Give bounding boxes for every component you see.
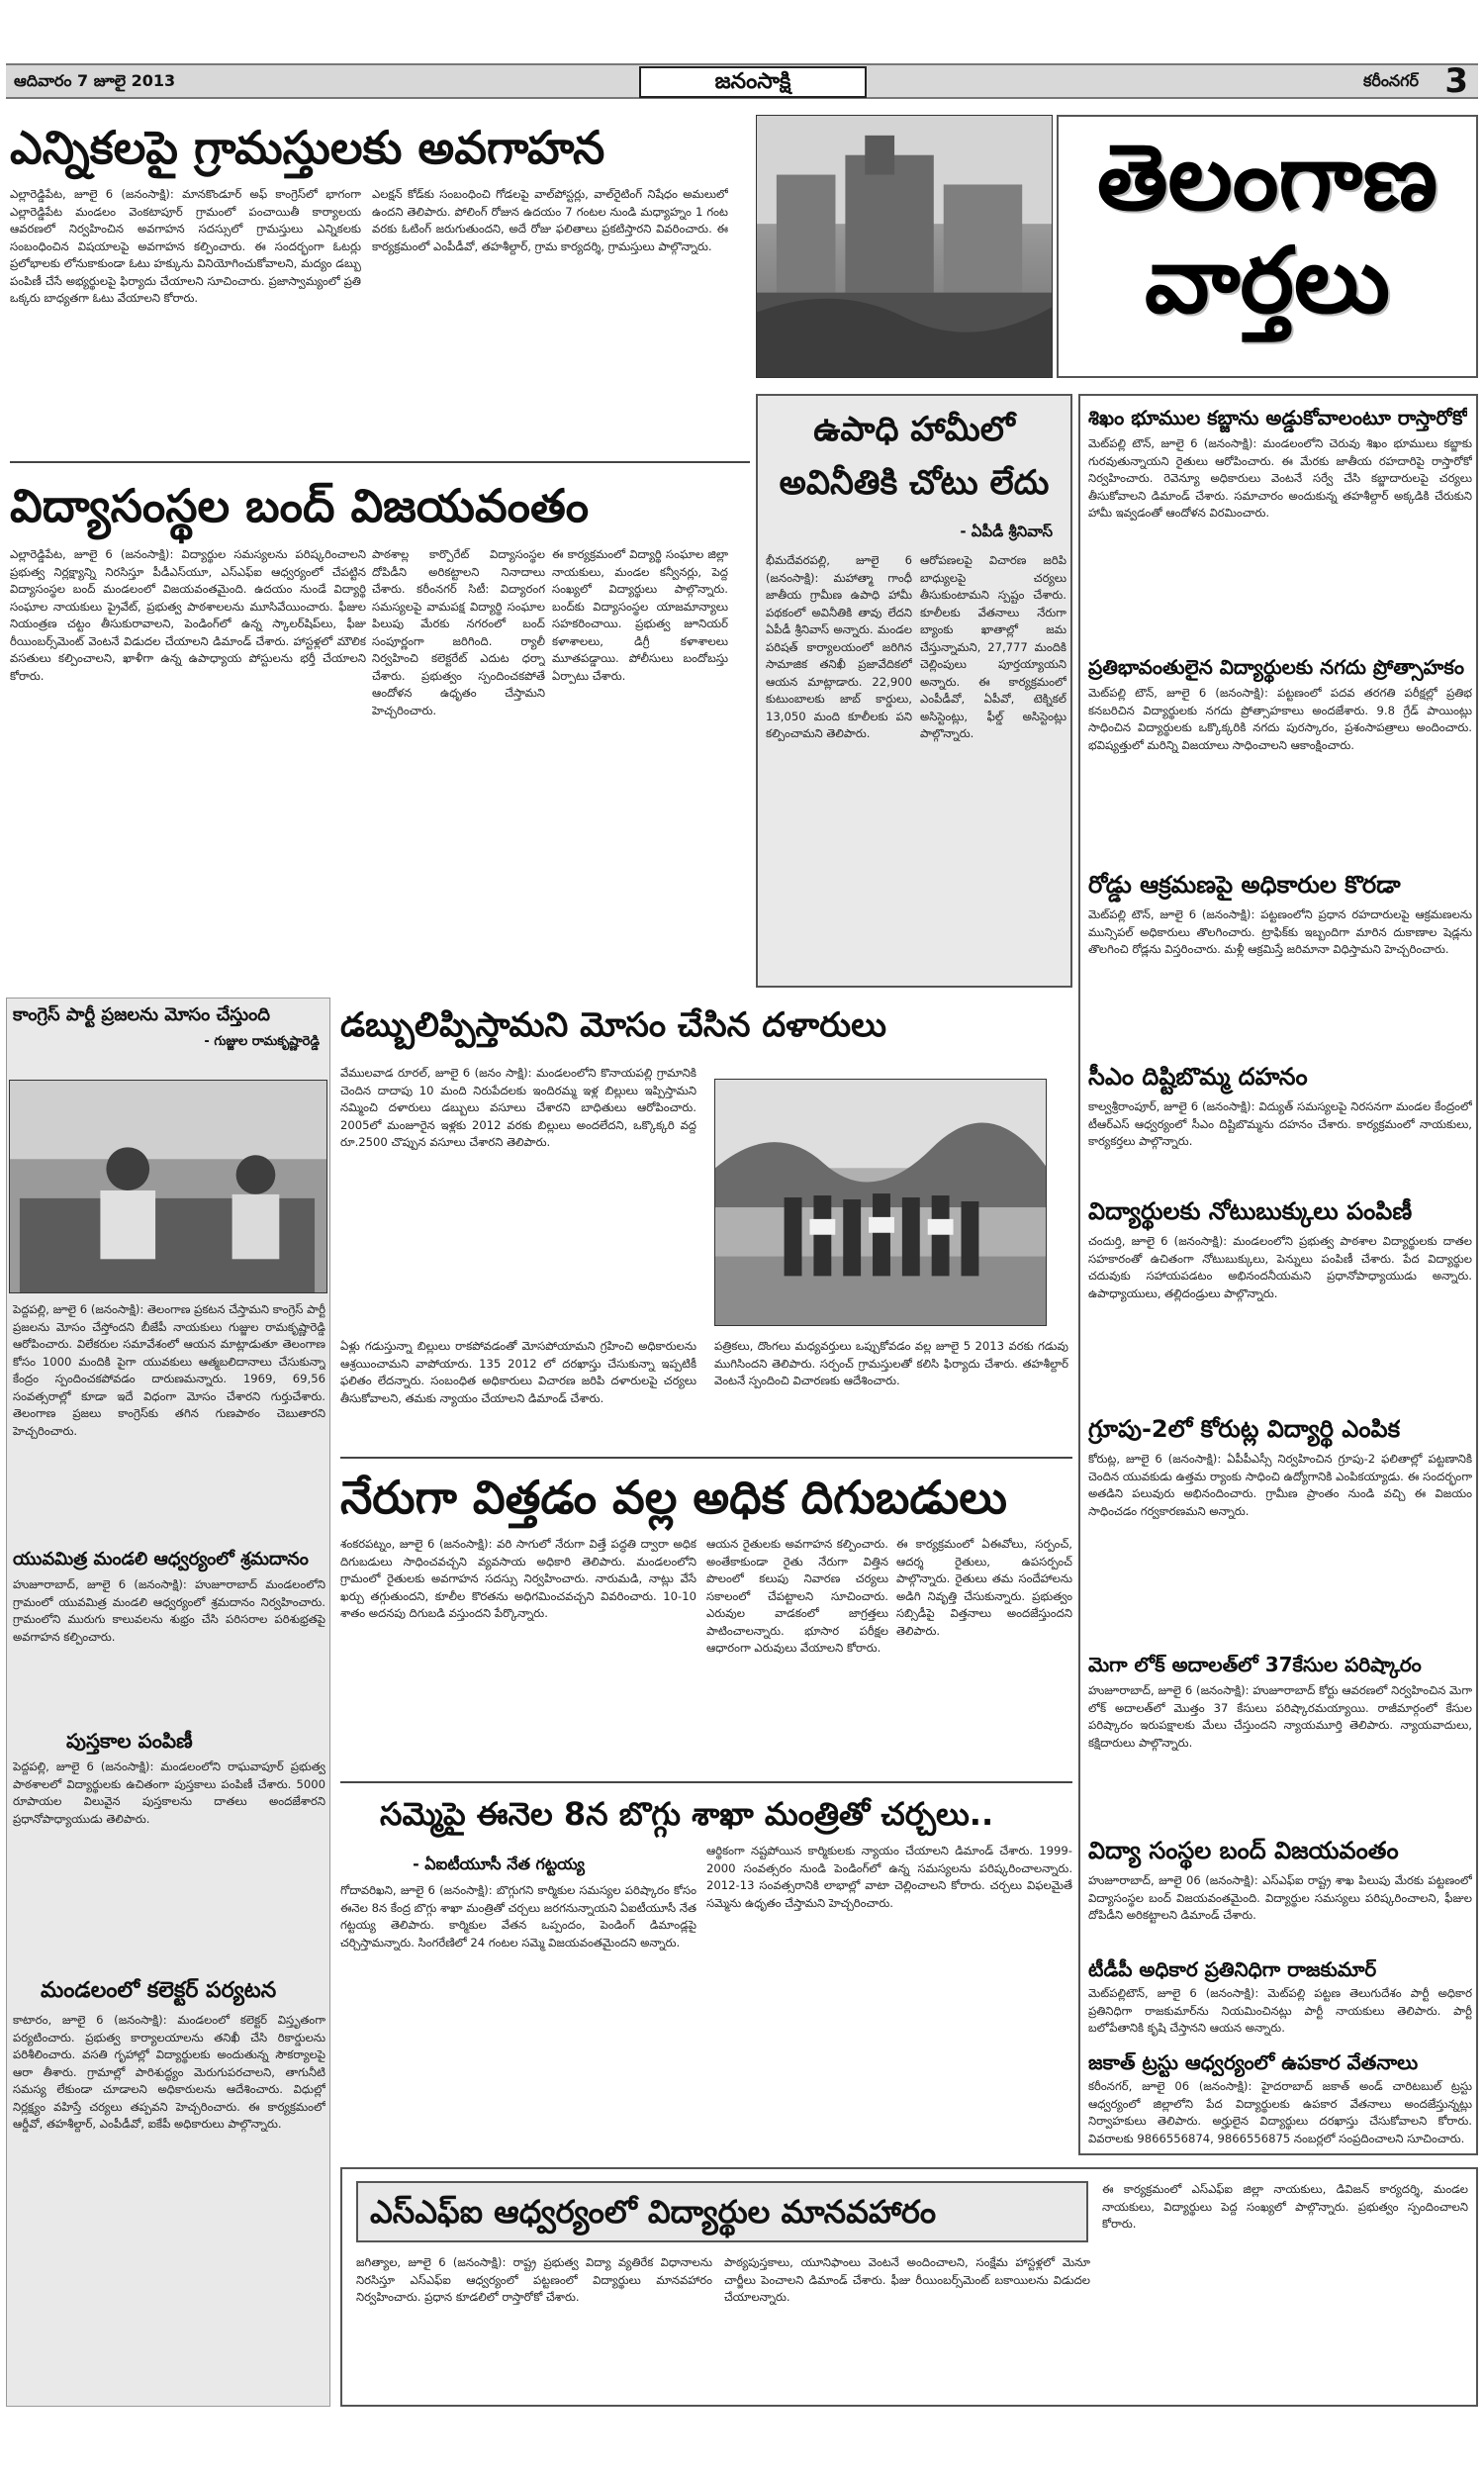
sfi-human-chain-box <box>340 2167 1478 2407</box>
article-shramadanam: హుజూరాబాద్, జూలై 6 (జనంసాక్షి): హుజూరాబాద్ మండలంలోని గ్రామంలో యువమిత్ర మండలి ఆధ్వర్యంలో శ్రమదానం నిర్వహించారు. గ్రామంలోని మురుగు కాలువలను శుభ్రం చేసి పరిసరాల పరిశుభ్రతపై అవగాహన కల్పించారు. <box>13 1577 325 1644</box>
byline-gattaiah: - ఏఐటీయూసీ నేత గట్టయ్య <box>413 1855 585 1873</box>
headline-nrega-line1: ఉపాధి హామీలో <box>813 410 1015 449</box>
section-title-line1: తెలంగాణ <box>1096 125 1438 231</box>
villagers-protest-photo <box>714 1079 1047 1326</box>
byline-nrega: - ఏపీడీ శ్రీనివాస్ <box>960 523 1053 540</box>
article-sfi-col2: పాఠ్యపుస్తకాలు, యూనిఫాంలు వెంటనే అందించాలని, సంక్షేమ హాస్టళ్లలో మెనూ చార్జీలు పెంచాలని డిమాండ్ చేశారు. ఫీజు రీయింబర్స్‌మెంట్ బకాయిలను విడుదల చేయాలన్నారు. <box>724 2255 1090 2304</box>
article-brokers-col2: ఏళ్లు గడుస్తున్నా బిల్లులు రాకపోవడంతో మోసపోయామని గ్రహించి అధికారులను ఆశ్రయించామని వాపోయారు. 135 2012 లో దరఖాస్తు చేసుకున్నా ఇప్పటికీ ఫలితం లేదన్నారు. సంబంధిత అధికారులు విచారణ జరిపి దళారులపై చర్యలు తీసుకోవాలని, తమకు న్యాయం చేయాలని డిమాండ్ చేశారు. <box>340 1339 696 1405</box>
article-election-col1: ఎల్లారెడ్డిపేట, జూలై 6 (జనంసాక్షి): మానకొండూర్ అఫ్ కాంగ్రెస్‌లో భాగంగా ఎల్లారెడ్డిపేట మండలం వెంకటాపూర్ గ్రామంలో పంచాయితీ కార్యాలయ ఆవరణలో నిర్వహించిన అవగాహన సదస్సులో గ్రామస్తులు ఎన్నికలకు సంబంధించిన విషయాలపై అవగాహన కల్పించారు. ఈ సందర్భంగా ఓటర్లు ప్రలోభాలకు లోనుకాకుండా ఓటు హక్కును వినియోగించుకోవాలని, మద్యం డబ్బు పంపిణీ చేసే అభ్యర్థులపై ఫిర్యాదు చేయాలని సూచించారు. ప్రజాస్వామ్యంలో ప్రతి ఒక్కరు బాధ్యతగా ఓటు వేయాలని కోరారు. <box>10 187 361 305</box>
article-nrega-col2: ఆరోపణలపై విచారణ జరిపి బాధ్యులపై చర్యలు తీసుకుంటామని స్పష్టం చేశారు. కూలీలకు వేతనాలు నేరుగా బ్యాంకు ఖాతాల్లో జమ చేస్తున్నామని, 27,777 మందికి చెల్లింపులు పూర్తయ్యాయని అన్నారు. ఈ కార్యక్రమంలో ఎంపీడీవో, ఏపీవో, టెక్నికల్ అసిస్టెంట్లు, ఫీల్డ్ అసిస్టెంట్లు పాల్గొన్నారు. <box>920 553 1067 740</box>
headline-coal-strike-talks: సమ్మెపై ఈనెల 8న బొగ్గు శాఖా మంత్రితో చర్చలు.. <box>380 1795 994 1833</box>
headline-direct-sowing: నేరుగా విత్తడం వల్ల అధిక దిగుబడులు <box>340 1471 1007 1524</box>
article-tdp-spokesperson: మెట్‌పల్లిటౌన్, జూలై 6 (జనంసాక్షి): మెట్‌పల్లి పట్టణ తెలుగుదేశం పార్టీ అధికార ప్రతినిధిగా రాజకుమార్‌ను నియమించినట్లు పార్టీ నాయకులు తెలిపారు. పార్టీ బలోపేతానికి కృషి చేస్తానని ఆయన అన్నారు. <box>1088 1986 1472 2035</box>
byline-congress: - గుజ్జుల రామకృష్ణారెడ్డి <box>204 1034 320 1049</box>
section-title-box <box>1057 115 1478 378</box>
article-coal-col1: గోదావరిఖని, జూలై 6 (జనంసాక్షి): బొగ్గుగని కార్మికుల సమస్యల పరిష్కారం కోసం ఈనెల 8న కేంద్ర బొగ్గు శాఖా మంత్రితో చర్చలు జరగనున్నాయని ఏఐటీయూసీ నేత గట్టయ్య తెలిపారు. కార్మికుల వేతన ఒప్పందం, పెండింగ్ డిమాండ్లపై చర్చిస్తామన్నారు. సింగరేణిలో 24 గంటల సమ్మె విజయవంతమైందని అన్నారు. <box>340 1883 696 1950</box>
article-sfi-col3: ఈ కార్యక్రమంలో ఎస్‌ఎఫ్‌ఐ జిల్లా నాయకులు, డివిజన్ కార్యదర్శి, మండల నాయకులు, విద్యార్థులు పెద్ద సంఖ్యలో పాల్గొన్నారు. ప్రభుత్వం స్పందించాలని కోరారు. <box>1102 2182 1468 2231</box>
headline-cash-award: ప్రతిభావంతులైన విద్యార్థులకు నగదు ప్రోత్సాహకం <box>1088 655 1464 679</box>
article-zakat-trust: కరీంనగర్, జూలై 06 (జనంసాక్షి): హైదరాబాద్ జకాత్ అండ్ చారిటబుల్ ట్రస్టు ఆధ్వర్యంలో జిల్లాలోని పేద విద్యార్థులకు ఉపకార వేతనాలు అందజేస్తున్నట్లు నిర్వాహకులు తెలిపారు. అర్హులైన విద్యార్థులు దరఖాస్తు చేసుకోవాలని కోరారు. వివరాలకు 9866556874, 9866556875 నంబర్లలో సంప్రదించాలని సూచించారు. <box>1088 2079 1472 2145</box>
article-sowing-col2: ఆయన రైతులకు అవగాహన కల్పించారు. అంతేకాకుండా రైతు నేరుగా విత్తిన పొలంలో కలుపు నివారణ చర్యలు సకాలంలో చేపట్టాలని సూచించారు. ఎరువుల వాడకంలో జాగ్రత్తలు పాటించాలన్నారు. భూసార పరీక్షల ఆధారంగా ఎరువులు వేయాలని కోరారు. <box>706 1537 888 1655</box>
headline-congress-cheating: కాంగ్రెస్ పార్టీ ప్రజలను మోసం చేస్తుంది <box>13 1004 270 1025</box>
headline-group2: గ్రూపు-2లో కోరుట్ల విద్యార్థి ఎంపిక <box>1088 1415 1401 1443</box>
nrega-article-box <box>756 394 1072 988</box>
headline-bandh-huzurabad: విద్యా సంస్థల బంద్ విజయవంతం <box>1088 1837 1399 1864</box>
article-brokers-col3: పత్రికలు, దొంగలు మధ్యవర్తులు ఒప్పుకోవడం వల్ల జూలై 5 2013 వరకు గడువు ముగిసిందని తెలిపారు. సర్పంచ్ గ్రామస్తులతో కలిసి ఫిర్యాదు చేశారు. తహశీల్దార్ వెంటనే స్పందించి విచారణకు ఆదేశించారు. <box>714 1339 1068 1387</box>
article-cm-effigy: కాల్వశ్రీరాంపూర్, జూలై 6 (జనంసాక్షి): విద్యుత్ సమస్యలపై నిరసనగా మండల కేంద్రంలో టీఆర్‌ఎస్ ఆధ్వర్యంలో సీఎం దిష్టిబొమ్మను దహనం చేశారు. కార్యక్రమంలో నాయకులు, కార్యకర్తలు పాల్గొన్నారు. <box>1088 1099 1472 1148</box>
press-meet-photo <box>9 1080 327 1293</box>
left-briefs-column <box>6 998 330 2407</box>
page-number: 3 <box>1444 61 1468 101</box>
section-title-line2: వార్తలు <box>1144 228 1391 333</box>
headline-road-encroachment: రోడ్డు ఆక్రమణపై అధికారుల కొరడా <box>1088 871 1401 899</box>
page-header-bar <box>6 63 1478 99</box>
headline-cm-effigy: సీఎం దిష్టిబొమ్మ దహనం <box>1088 1063 1308 1091</box>
article-brokers-col1: వేములవాడ రూరల్, జూలై 6 (జనం సాక్షి): మండలంలోని కొనాయపల్లి గ్రామానికి చెందిన దాదాపు 10 మంది నిరుపేదలకు ఇందిరమ్మ ఇళ్ల బిల్లులు ఇప్పిస్తామని నమ్మించి దళారులు డబ్బులు వసూలు చేశారని బాధితులు ఆరోపించారు. 2005లో మంజూరైన ఇళ్లకు 2012 వరకు బిల్లులు అందలేదని, ఒక్కొక్కరి వద్ద రూ.2500 చొప్పున వసూలు చేశారని తెలిపారు. <box>340 1066 696 1149</box>
headline-shramadanam: యువమిత్ర మండలి ఆధ్వర్యంలో శ్రమదానం <box>13 1549 309 1570</box>
article-cash-award: మెట్‌పల్లి టౌన్, జూలై 6 (జనంసాక్షి): పట్టణంలో పదవ తరగతి పరీక్షల్లో ప్రతిభ కనబరిచిన విద్యార్థులకు నగదు ప్రోత్సాహకాలు అందజేశారు. 9.8 గ్రేడ్ పాయింట్లు సాధించిన విద్యార్థులకు ఒక్కొక్కరికి నగదు పురస్కారం, ప్రశంసాపత్రాలు అందించారు. భవిష్యత్తులో మరిన్ని విజయాలు సాధించాలని ఆకాంక్షించారు. <box>1088 686 1472 752</box>
article-bandh-col1: ఎల్లారెడ్డిపేట, జూలై 6 (జనంసాక్షి): విద్యార్థుల సమస్యలను పరిష్కరించాలని ప్రభుత్వ నిర్లక్ష్యాన్ని నిరసిస్తూ పీడీఎస్‌యూ, ఎస్‌ఎఫ్‌ఐ ఆధ్వర్యంలో చేపట్టిన విద్యాసంస్థల బంద్ మండలంలో విజయవంతమైంది. ఉదయం నుండే విద్యార్థి సంఘాల నాయకులు ప్రైవేట్, ప్రభుత్వ పాఠశాలలను మూసివేయించారు. ఫీజుల నియంత్రణ చట్టం తీసుకురావాలని, పెండింగ్‌లో ఉన్న స్కాలర్‌షిప్‌లు, ఫీజు రీయింబర్స్‌మెంట్ వెంటనే విడుదల చేయాలని డిమాండ్ చేశారు. హాస్టళ్లలో మౌలిక వసతులు కల్పించాలని, ఖాళీగా ఉన్న ఉపాధ్యాయ పోస్టులను భర్తీ చేయాలని కోరారు. <box>10 547 366 683</box>
masthead-logo: జనంసాక్షి <box>639 66 867 98</box>
headline-election-awareness: ఎన్నికలపై గ్రామస్తులకు అవగాహన <box>10 121 605 174</box>
article-books-distribution: పెద్దపల్లి, జూలై 6 (జనంసాక్షి): మండలంలోని రాఘవాపూర్ ప్రభుత్వ పాఠశాలలో విద్యార్థులకు ఉచితంగా పుస్తకాలు పంపిణీ చేశారు. 5000 రూపాయల విలువైన పుస్తకాలను దాతలు అందజేశారని ప్రధానోపాధ్యాయుడు తెలిపారు. <box>13 1760 325 1826</box>
article-congress-cheating: పెద్దపల్లి, జూలై 6 (జనంసాక్షి): తెలంగాణ ప్రకటన చేస్తామని కాంగ్రెస్ పార్టీ ప్రజలను మోసం చేస్తోందని బీజేపీ నాయకులు గుజ్జుల రామకృష్ణారెడ్డి ఆరోపించారు. విలేకరుల సమావేశంలో ఆయన మాట్లాడుతూ తెలంగాణ కోసం 1000 మందికి పైగా యువకులు ఆత్మబలిదానాలు చేసుకున్నా కేంద్రం స్పందించకపోవడం దారుణమన్నారు. 1969, 69,56 సంవత్సరాల్లో కూడా ఇదే విధంగా మోసం చేశారని గుర్తుచేశారు. తెలంగాణ ప్రజలు కాంగ్రెస్‌కు తగిన గుణపాఠం చెబుతారని హెచ్చరించారు. <box>13 1302 325 1438</box>
article-lake-encroachment: మెట్‌పల్లి టౌన్, జూలై 6 (జనంసాక్షి): మండలంలోని చెరువు శిఖం భూములు కబ్జాకు గురవుతున్నాయని రైతులు ఆరోపించారు. ఈ మేరకు జాతీయ రహదారిపై రాస్తారోకో నిర్వహించారు. రెవెన్యూ అధికారులు వెంటనే సర్వే చేసి కబ్జాదారులపై చర్యలు తీసుకోవాలని డిమాండ్ చేశారు. సమాచారం అందుకున్న తహశీల్దార్ అక్కడికి చేరుకుని హామీ ఇవ్వడంతో ఆందోళన విరమించారు. <box>1088 436 1472 520</box>
article-notebooks: చందుర్తి, జూలై 6 (జనంసాక్షి): మండలంలోని ప్రభుత్వ పాఠశాల విద్యార్థులకు దాతల సహకారంతో ఉచితంగా నోటుబుక్కులు, పెన్నులు పంపిణీ చేశారు. పేద విద్యార్థుల చదువుకు సహాయపడటం అభినందనీయమని ప్రధానోపాధ్యాయుడు అన్నారు. ఉపాధ్యాయులు, తల్లిదండ్రులు పాల్గొన్నారు. <box>1088 1234 1472 1300</box>
divider <box>340 1781 1072 1783</box>
article-road-encroachment: మెట్‌పల్లి టౌన్, జూలై 6 (జనంసాక్షి): పట్టణంలోని ప్రధాన రహదారులపై ఆక్రమణలను మున్సిపల్ అధికారులు తొలగించారు. ట్రాఫిక్‌కు ఇబ్బందిగా మారిన దుకాణాల షెడ్లను తొలగించి రోడ్లను విస్తరించారు. మళ్లీ ఆక్రమిస్తే జరిమానా విధిస్తామని హెచ్చరించారు. <box>1088 907 1472 956</box>
divider <box>340 1457 1072 1459</box>
article-bandh-huzurabad: హుజూరాబాద్, జూలై 06 (జనంసాక్షి): ఎస్‌ఎఫ్‌ఐ రాష్ట్ర శాఖ పిలుపు మేరకు పట్టణంలో విద్యాసంస్థల బంద్ విజయవంతమైంది. విద్యార్థుల సమస్యలు పరిష్కరించాలని, ఫీజుల దోపిడీని అరికట్టాలని డిమాండ్ చేశారు. <box>1088 1873 1472 1922</box>
issue-date: ఆదివారం 7 జూలై 2013 <box>14 71 176 90</box>
headline-collector-visit: మండలంలో కలెక్టర్ పర్యటన <box>41 1978 277 2003</box>
headline-sfi-human-chain: ఎస్‌ఎఫ్‌ఐ ఆధ్వర్యంలో విద్యార్థుల మానవహారం <box>356 2181 1088 2242</box>
article-collector-visit: కాటారం, జూలై 6 (జనంసాక్షి): మండలంలో కలెక్టర్ విస్తృతంగా పర్యటించారు. ప్రభుత్వ కార్యాలయాలను తనిఖీ చేసి రికార్డులను పరిశీలించారు. వసతి గృహాల్లో విద్యార్థులకు అందుతున్న సౌకర్యాలపై ఆరా తీశారు. గ్రామాల్లో పారిశుద్ధ్యం మెరుగుపరచాలని, తాగునీటి సమస్య లేకుండా చూడాలని అధికారులను ఆదేశించారు. విధుల్లో నిర్లక్ష్యం వహిస్తే చర్యలు తప్పవని హెచ్చరించారు. ఈ కార్యక్రమంలో ఆర్డీవో, తహశీల్దార్, ఎంపీడీవో, ఐకేపీ అధికారులు పాల్గొన్నారు. <box>13 2013 325 2131</box>
headline-school-bandh: విద్యాసంస్థల బంద్ విజయవంతం <box>10 479 590 532</box>
article-lok-adalat: హుజూరాబాద్, జూలై 6 (జనంసాక్షి): హుజూరాబాద్ కోర్టు ఆవరణలో నిర్వహించిన మెగా లోక్ అదాలత్‌లో మొత్తం 37 కేసులు పరిష్కారమయ్యాయి. రాజీమార్గంలో కేసుల పరిష్కారం ఇరుపక్షాలకు మేలు చేస్తుందని న్యాయమూర్తి తెలిపారు. న్యాయవాదులు, కక్షిదారులు పాల్గొన్నారు. <box>1088 1683 1472 1750</box>
article-sowing-col1: శంకరపట్నం, జూలై 6 (జనంసాక్షి): వరి సాగులో నేరుగా విత్తే పద్ధతి ద్వారా అధిక దిగుబడులు సాధించవచ్చని వ్యవసాయ అధికారి తెలిపారు. మండలంలోని గ్రామంలో రైతులకు అవగాహన సదస్సు నిర్వహించారు. నారుమడి, నాట్లు వేసే ఖర్చు తగ్గుతుందని, కూలీల కొరతను అధిగమించవచ్చని వివరించారు. 10-10 శాతం అదనపు దిగుబడి వస్తుందని పేర్కొన్నారు. <box>340 1537 696 1620</box>
headline-nrega-line2: అవినీతికి చోటు లేదు <box>779 463 1050 503</box>
article-coal-col2: ఆర్థికంగా నష్టపోయిన కార్మికులకు న్యాయం చేయాలని డిమాండ్ చేశారు. 1999-2000 సంవత్సరం నుండి పెండింగ్‌లో ఉన్న సమస్యలను పరిష్కరించాలన్నారు. 2012-13 సంవత్సరానికి లాభాల్లో వాటా చెల్లించాలని కోరారు. చర్చలు విఫలమైతే సమ్మెను ఉధృతం చేస్తామని హెచ్చరించారు. <box>706 1844 1072 1910</box>
divider <box>10 461 750 463</box>
headline-lok-adalat: మెగా లోక్ అదాలత్‌లో 37కేసుల పరిష్కారం <box>1088 1653 1422 1676</box>
article-election-col2: ఎలక్షన్ కోడ్‌కు సంబంధించి గోడలపై వాల్‌పోస్టర్లు, వాల్‌రైటింగ్‌ నిషేధం అమలులో ఉందని తెలిపారు. పోలింగ్ రోజున ఉదయం 7 గంటల నుండి మధ్యాహ్నం 1 గంట వరకు ఓటింగ్ జరుగుతుందని, అదే రోజు ఫలితాలు ప్రకటిస్తారని వివరించారు. ఈ కార్యక్రమంలో ఎంపీడీవో, తహశీల్దార్, గ్రామ కార్యదర్శి, గ్రామస్తులు పాల్గొన్నారు. <box>372 187 728 253</box>
headline-notebooks: విద్యార్థులకు నోటుబుక్కులు పంపిణీ <box>1088 1197 1413 1225</box>
article-nrega-col1: భీమదేవరపల్లి, జూలై 6 (జనంసాక్షి): మహాత్మా గాంధీ జాతీయ గ్రామీణ ఉపాధి హామీ పథకంలో అవినీతికి తావు లేదని ఏపీడీ శ్రీనివాస్ అన్నారు. మండల పరిషత్ కార్యాలయంలో జరిగిన సామాజిక తనిఖీ ప్రజావేదికలో ఆయన మాట్లాడారు. 22,900 కుటుంబాలకు జాబ్ కార్డులు, 13,050 మంది కూలీలకు పని కల్పించామని తెలిపారు. <box>766 553 912 740</box>
headline-zakat-trust: జకాత్ ట్రస్టు ఆధ్వర్యంలో ఉపకార వేతనాలు <box>1088 2050 1419 2074</box>
article-bandh-col3: ఈ కార్యక్రమంలో విద్యార్థి సంఘాల జిల్లా నాయకులు, మండల కన్వీనర్లు, పెద్ద సంఖ్యలో విద్యార్థులు పాల్గొన్నారు. బంద్‌కు విద్యాసంస్థల యాజమాన్యాలు సహకరించాయి. ప్రభుత్వ జూనియర్ కళాశాలలు, డిగ్రీ కళాశాలలు మూతపడ్డాయి. పోలీసులు బందోబస్తు ఏర్పాటు చేశారు. <box>552 547 728 683</box>
edition-city: కరీంనగర్ <box>1362 71 1419 90</box>
headline-lake-encroachment: శిఖం భూముల కబ్జాను అడ్డుకోవాలంటూ రాస్తారోకో <box>1088 406 1468 429</box>
headline-brokers-cheating: డబ్బులిప్పిస్తామని మోసం చేసిన దళారులు <box>340 1005 887 1045</box>
article-group2: కోరుట్ల, జూలై 6 (జనంసాక్షి): ఏపీపీఎస్సీ నిర్వహించిన గ్రూపు-2 ఫలితాల్లో పట్టణానికి చెందిన యువకుడు ఉత్తమ ర్యాంకు సాధించి ఉద్యోగానికి ఎంపికయ్యాడు. ఈ సందర్భంగా అతడిని పలువురు అభినందించారు. గ్రామీణ ప్రాంతం నుండి వచ్చి ఈ విజయం సాధించడం గర్వకారణమని అన్నారు. <box>1088 1452 1472 1518</box>
article-bandh-col2: పాఠశాల్ల కార్పొరేట్ విద్యాసంస్థల దోపిడీని అరికట్టాలని నినాదాలు చేశారు. కరీంనగర్ సిటీ: విద్యారంగ సమస్యలపై వామపక్ష విద్యార్థి సంఘాల పిలుపు మేరకు నగరంలో బంద్ సంపూర్ణంగా జరిగింది. ర్యాలీ నిర్వహించి కలెక్టరేట్ ఎదుట ధర్నా చేశారు. ప్రభుత్వం స్పందించకపోతే ఆందోళన ఉధృతం చేస్తామని హెచ్చరించారు. <box>372 547 545 717</box>
article-sfi-col1: జగిత్యాల, జూలై 6 (జనంసాక్షి): రాష్ట్ర ప్రభుత్వ విద్యా వ్యతిరేక విధానాలను నిరసిస్తూ ఎస్‌ఎఫ్‌ఐ ఆధ్వర్యంలో పట్టణంలో విద్యార్థులు మానవహారం నిర్వహించారు. ప్రధాన కూడలిలో రాస్తారోకో చేశారు. <box>356 2255 712 2304</box>
right-briefs-box <box>1078 394 1478 2155</box>
headline-books-distribution: పుస్తకాల పంపిణీ <box>66 1729 193 1753</box>
article-sowing-col3: ఈ కార్యక్రమంలో ఏఈవోలు, సర్పంచ్, ఆదర్శ రైతులు, ఉపసర్పంచ్ పాల్గొన్నారు. రైతులు తమ సందేహాలను అడిగి నివృత్తి చేసుకున్నారు. ప్రభుత్వం సబ్సిడీపై విత్తనాలు అందజేస్తుందని తెలిపారు. <box>896 1537 1072 1638</box>
headline-tdp-spokesperson: టీడీపీ అధికార ప్రతినిధిగా రాజకుమార్ <box>1088 1957 1377 1981</box>
fort-ruins-photo <box>756 115 1053 378</box>
